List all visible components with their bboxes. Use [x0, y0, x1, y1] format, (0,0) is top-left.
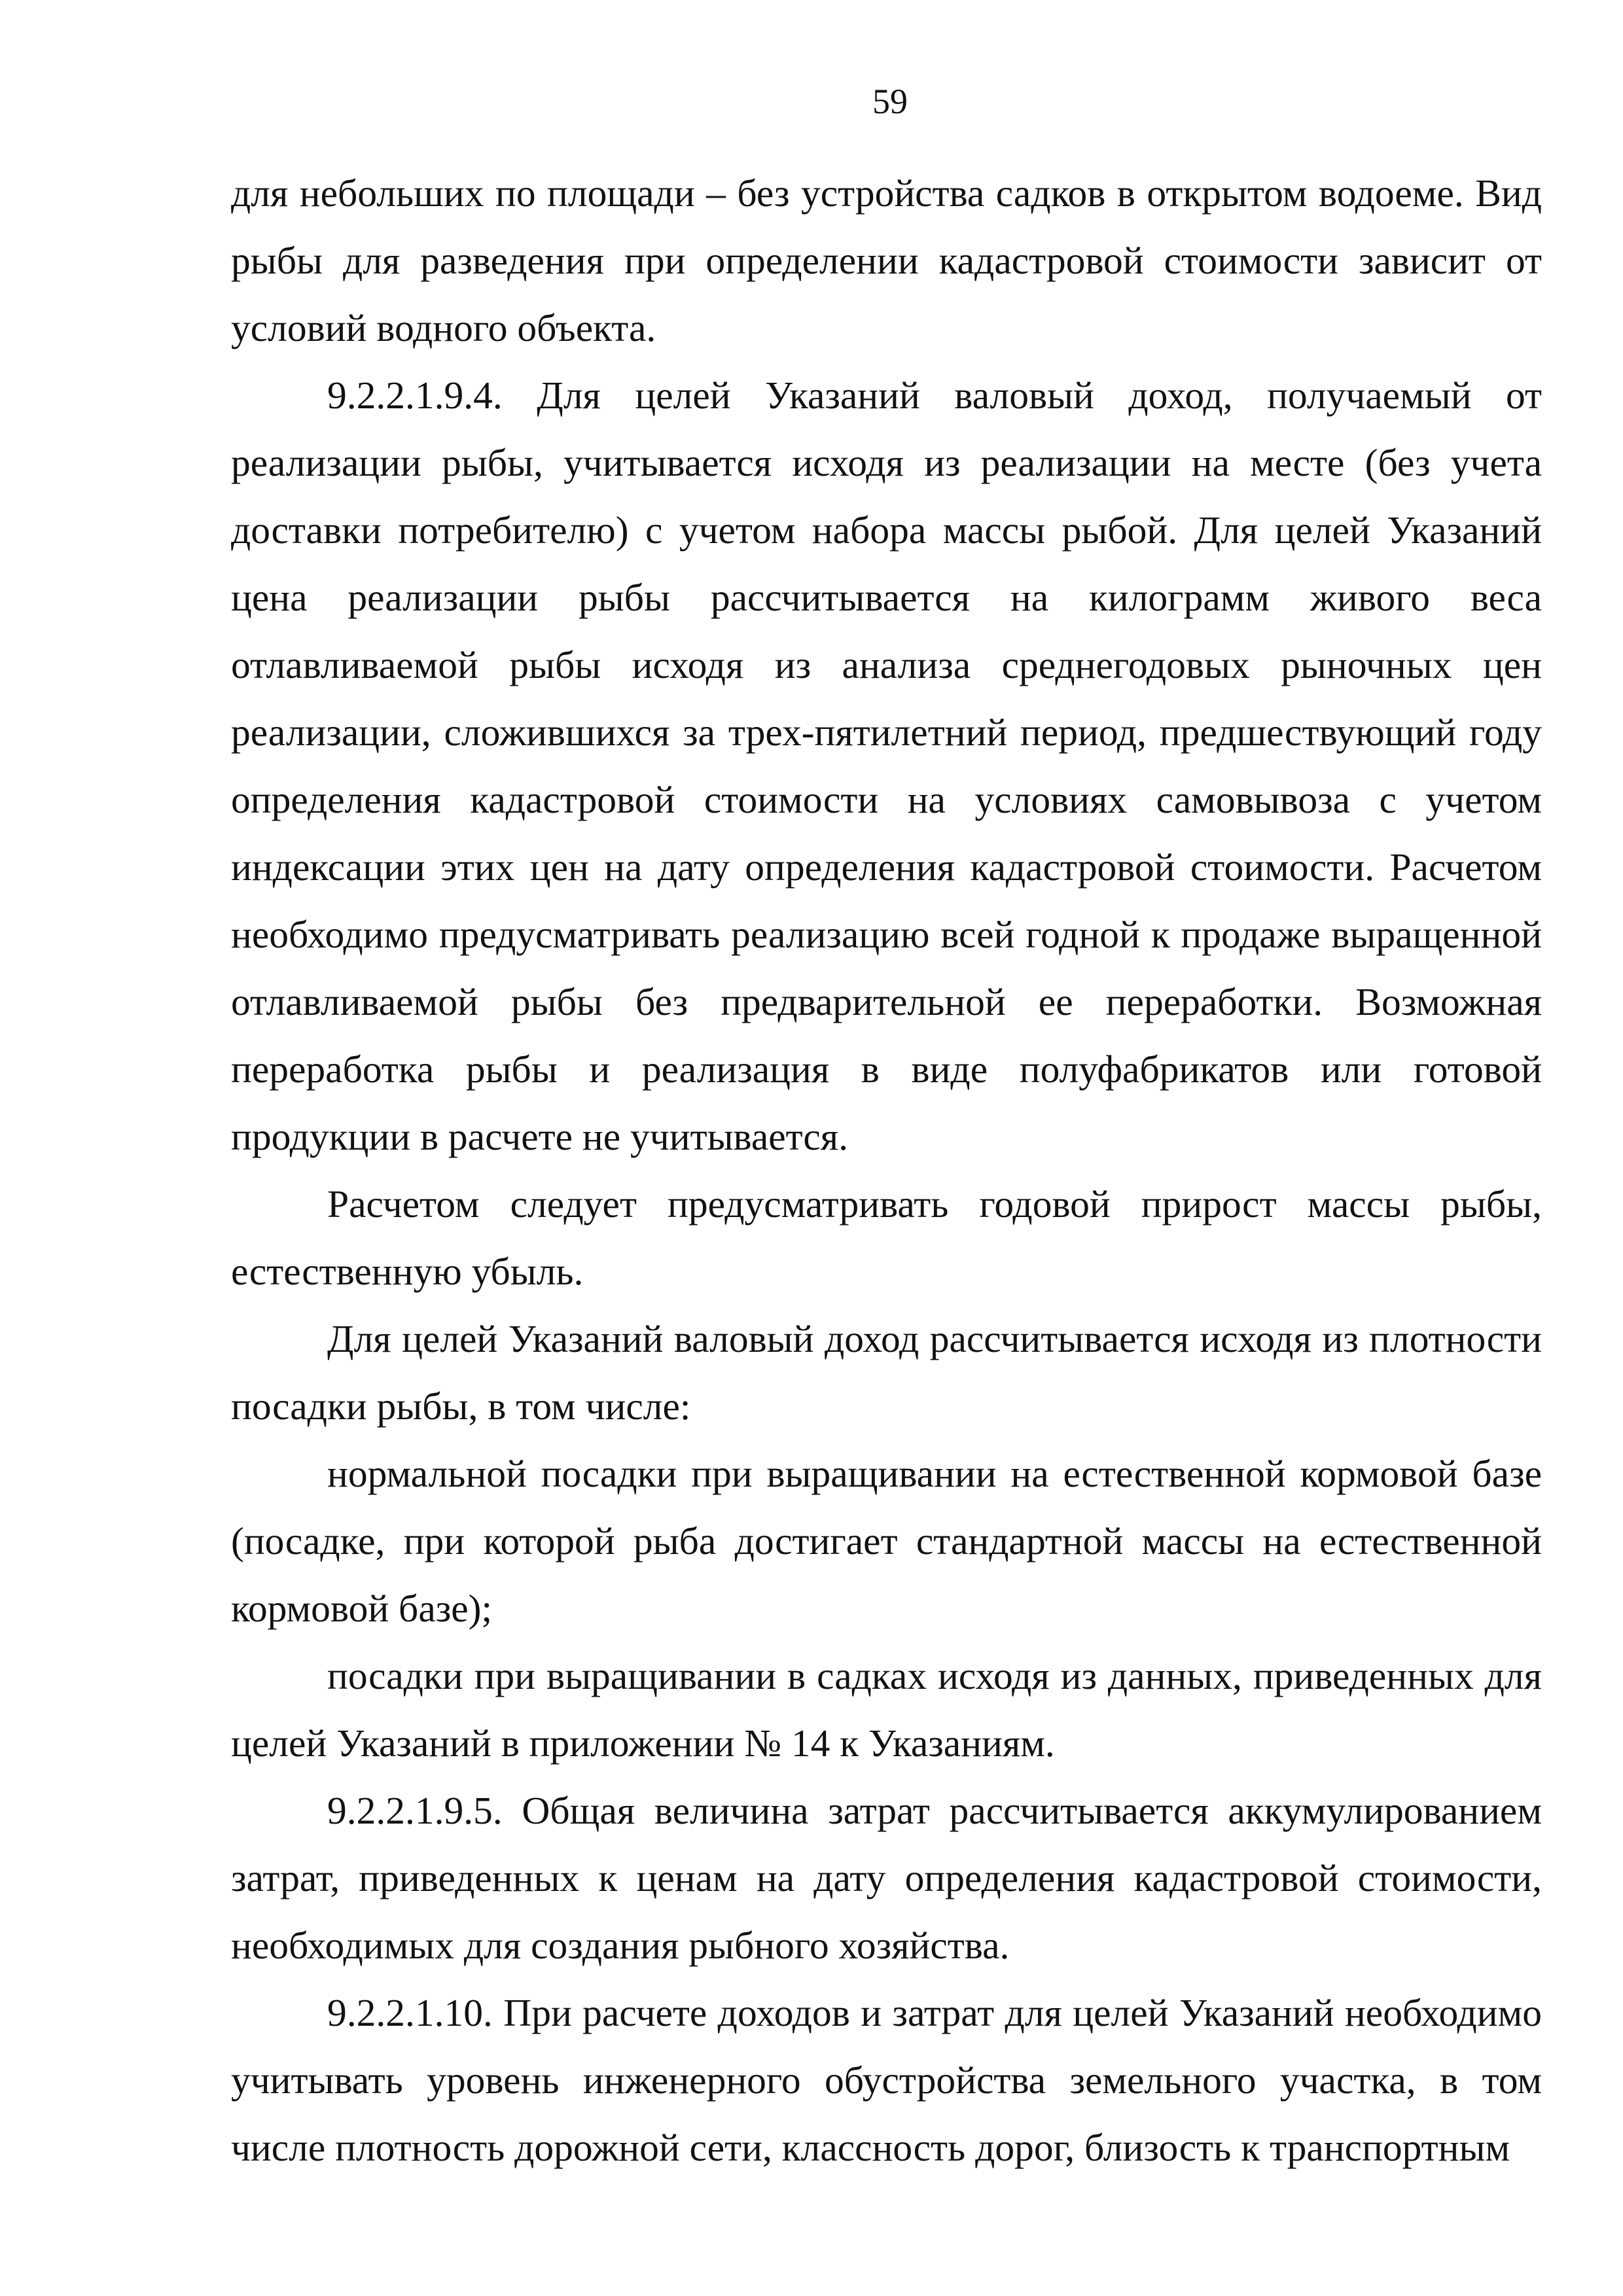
paragraph-density: Для целей Указаний валовый доход рассчитывается исходя из плотности посадки рыбы, в том числе: — [231, 1317, 1542, 1428]
paragraph-continuation: для небольших по площади – без устройства садков в открытом водоеме. Вид рыбы для разведения при определении кадастровой стоимости зависит от условий водного объекта. — [231, 171, 1542, 349]
paragraph-9-2-2-1-9-5: 9.2.2.1.9.5. Общая величина затрат рассчитывается аккумулированием затрат, приведенных к ценам на дату определения кадастровой стоимости, необходимых для создания рыбного хозяйства. — [231, 1789, 1542, 1967]
paragraph-9-2-2-1-10: 9.2.2.1.10. При расчете доходов и затрат для целей Указаний необходимо учитывать уровень инженерного обустройства земельного участка, в том числе плотность дорожной сети, классность дорог, близость к транспортным — [231, 1991, 1542, 2169]
paragraph-9-2-2-1-9-4: 9.2.2.1.9.4. Для целей Указаний валовый доход, получаемый от реализации рыбы, учитывается исходя из реализации на месте (без учета доставки потребителю) с учетом набора массы рыбой. Для целей Указаний цена реализации рыбы рассчитывается на килограмм живого веса отлавливаемой рыбы исходя из анализа среднегодовых рыночных цен реализации, сложившихся за трех-пятилетний период, предшествующий году определения кадастровой стоимости на условиях самовывоза с учетом индексации этих цен на дату определения кадастровой стоимости. Расчетом необходимо предусматривать реализацию всей годной к продаже выращенной отлавливаемой рыбы без предварительной ее переработки. Возможная переработка рыбы и реализация в виде полуфабрикатов или готовой продукции в расчете не учитывается. — [231, 374, 1542, 1158]
page-number: 59 — [872, 82, 908, 121]
paragraph-cage-stocking: посадки при выращивании в садках исходя из данных, приведенных для целей Указаний в приложении № 14 к Указаниям. — [231, 1654, 1542, 1765]
paragraph-growth: Расчетом следует предусматривать годовой прирост массы рыбы, естественную убыль. — [231, 1182, 1542, 1293]
document-body — [231, 160, 1542, 2181]
paragraph-normal-stocking: нормальной посадки при выращивании на естественной кормовой базе (посадке, при которой рыба достигает стандартной массы на естественной кормовой базе); — [231, 1452, 1542, 1630]
